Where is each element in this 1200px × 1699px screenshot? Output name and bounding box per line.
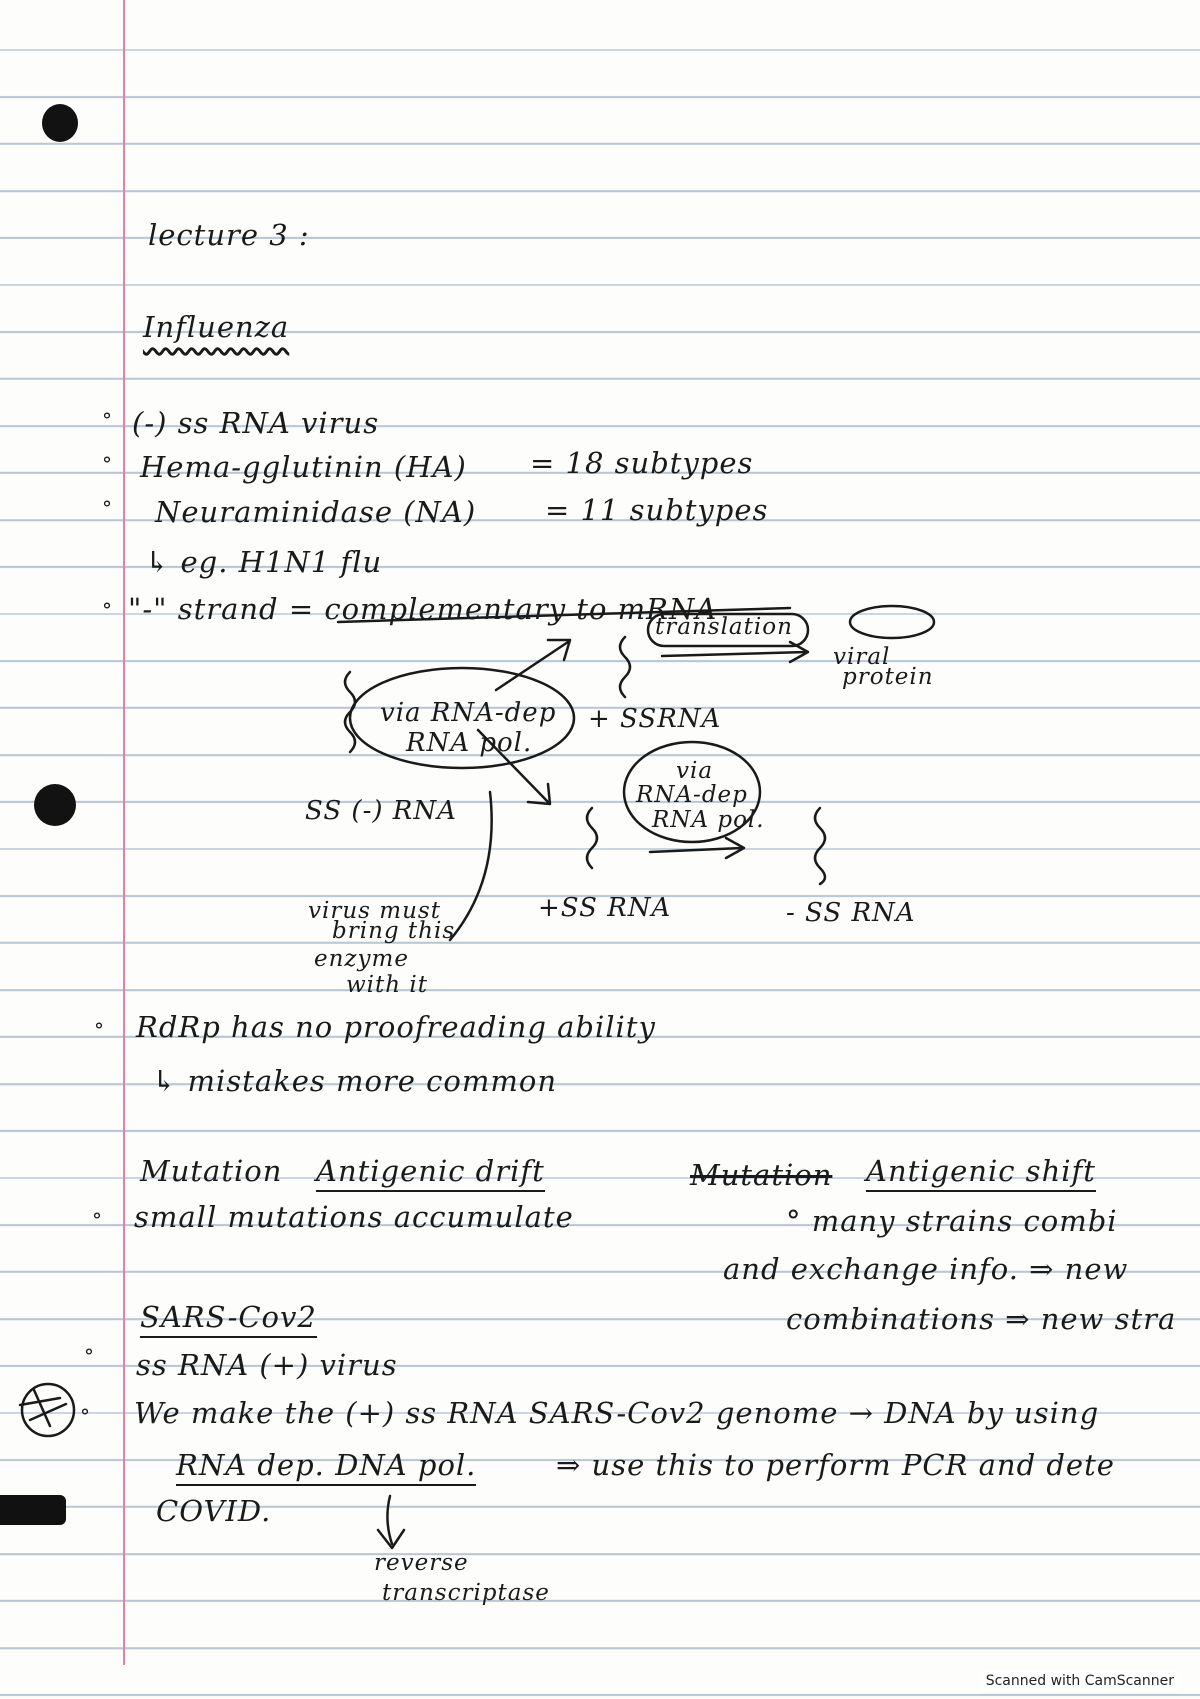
drift-title: Antigenic drift xyxy=(316,1154,545,1192)
bullet-dot: ° xyxy=(94,1018,104,1042)
pos-ssrna-top: + SSRNA xyxy=(588,704,722,734)
translation-box xyxy=(648,614,808,646)
circle-rdrp-1 xyxy=(350,668,574,768)
sars-point-2-rest: ⇒ use this to perform PCR and dete xyxy=(556,1448,1115,1482)
drift-label: Mutation xyxy=(140,1154,283,1188)
bullet-dot: ° xyxy=(102,408,112,432)
sars-point-1: ss RNA (+) virus xyxy=(136,1348,398,1382)
note-connector xyxy=(450,792,492,940)
page-title: Influenza xyxy=(143,310,290,344)
bullet-dot: ° xyxy=(80,1404,90,1428)
squiggle-brace-right xyxy=(815,808,825,884)
protein-blob xyxy=(850,606,934,638)
via-rdrp-label-1a: via RNA-dep xyxy=(380,698,557,728)
bullet-dot: ° xyxy=(84,1344,94,1368)
virus-note-3: enzyme xyxy=(314,946,409,972)
sars-point-2: We make the (+) ss RNA SARS-Cov2 genome → DNA by using xyxy=(134,1396,1100,1430)
rt-arrow xyxy=(387,1496,392,1544)
neg-ssrna-end: - SS RNA xyxy=(786,898,916,928)
flu-point-1: (-) ss RNA virus xyxy=(132,406,380,440)
sars-point-2-end: COVID. xyxy=(156,1494,272,1528)
neg-ssrna-start: SS (-) RNA xyxy=(305,796,457,826)
bullet-dot: ° xyxy=(102,496,112,520)
circle-rdrp-2 xyxy=(624,742,760,842)
squiggle-brace-top xyxy=(620,637,630,697)
shift-line-2: and exchange info. ⇒ new xyxy=(723,1252,1129,1286)
rdrp-subpoint: ↳ mistakes more common xyxy=(152,1064,557,1098)
shift-struck-label: Mutation xyxy=(690,1158,833,1192)
flu-point-strand: "-" strand = complementary to mRNA xyxy=(128,592,718,626)
bullet-dot: ° xyxy=(102,598,112,622)
circled-star-symbol xyxy=(22,1384,74,1436)
lecture-heading: lecture 3 : xyxy=(148,218,310,252)
shift-line-3: combinations ⇒ new stra xyxy=(786,1302,1177,1336)
flu-point-2: Hema-gglutinin (HA) xyxy=(140,450,467,484)
squiggle-brace-mid xyxy=(587,808,597,868)
sars-enzyme-term: RNA dep. DNA pol. xyxy=(176,1448,476,1486)
flu-point-3: Neuraminidase (NA) xyxy=(155,495,477,529)
scan-watermark: Scanned with CamScanner xyxy=(980,1671,1180,1691)
bullet-dot: ° xyxy=(92,1208,102,1232)
via-rdrp-label-1b: RNA pol. xyxy=(406,728,533,758)
reverse-transcriptase-2: transcriptase xyxy=(382,1580,550,1606)
virus-note-4: with it xyxy=(346,972,429,998)
via-rdrp-label-2a: via xyxy=(676,758,714,784)
translation-label: translation xyxy=(655,614,793,640)
shift-title: Antigenic shift xyxy=(866,1154,1096,1192)
via-rdrp-label-2b: RNA-dep xyxy=(636,782,748,808)
sars-title: SARS-Cov2 xyxy=(140,1300,317,1338)
pos-ssrna-mid: +SS RNA xyxy=(538,893,672,923)
via-rdrp-label-2c: RNA pol. xyxy=(652,807,765,833)
rdrp-2-arrow xyxy=(650,848,742,852)
na-subtypes: = 11 subtypes xyxy=(545,493,769,527)
bullet-dot: ° xyxy=(102,452,112,476)
virus-note-1: virus must xyxy=(308,898,441,924)
rdrp-point: RdRp has no proofreading ability xyxy=(136,1010,656,1044)
flu-example: ↳ eg. H1N1 flu xyxy=(145,545,383,579)
shift-line-1: ° many strains combi xyxy=(786,1204,1118,1238)
viral-protein-1: viral xyxy=(833,644,891,670)
viral-protein-2: protein xyxy=(842,664,934,690)
translation-arrow xyxy=(662,652,806,656)
reverse-transcriptase-1: reverse xyxy=(374,1550,469,1576)
ha-subtypes: = 18 subtypes xyxy=(530,446,754,480)
drift-point: small mutations accumulate xyxy=(134,1200,574,1234)
virus-note-2: bring this xyxy=(332,918,456,944)
arrow-up-right xyxy=(496,642,568,690)
